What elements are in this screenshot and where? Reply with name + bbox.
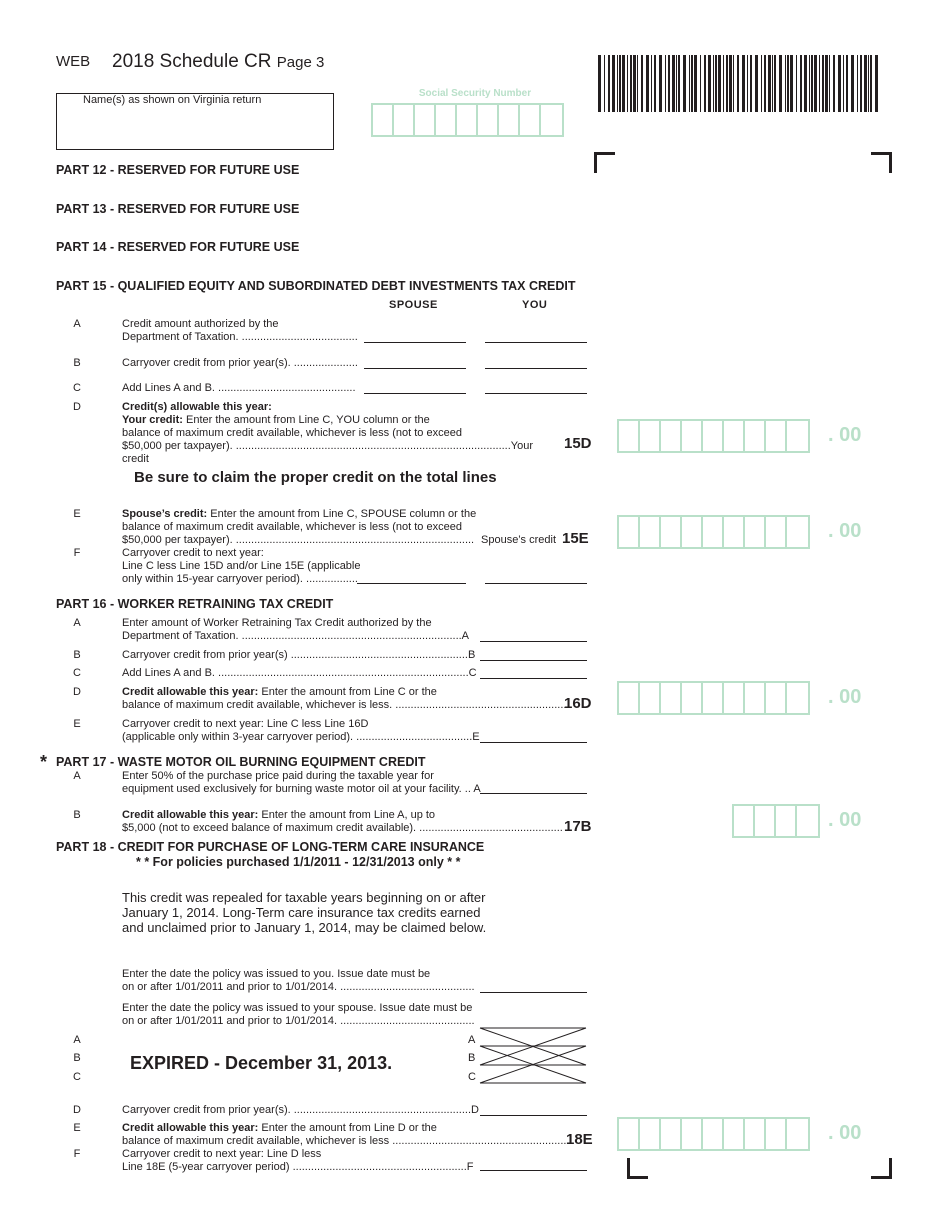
- line-letter: B: [73, 357, 81, 369]
- p15-f-you-input[interactable]: [485, 583, 587, 584]
- p17-a-text1: Enter 50% of the purchase price paid during the taxable year for: [122, 770, 434, 782]
- line-17b-number: 17B: [564, 818, 592, 835]
- p17-a-input[interactable]: [480, 793, 587, 794]
- p15-c-you-input[interactable]: [485, 393, 587, 394]
- barcode-bar: [651, 55, 652, 112]
- barcode-bar: [772, 55, 773, 112]
- col-spouse-header: SPOUSE: [389, 299, 438, 311]
- barcode-bar: [811, 55, 813, 112]
- amount-digit-cell: [797, 806, 818, 836]
- repeal-notice: [122, 890, 486, 935]
- barcode-bar: [825, 55, 828, 112]
- line-15e-number: 15E: [562, 530, 589, 547]
- p17-a-text2: equipment used exclusively for burning waste motor oil at your facility. .. A: [122, 783, 481, 795]
- p16-b-text: Carryover credit from prior year(s) ..........................................................B: [122, 649, 476, 661]
- asterisk-marker: *: [40, 752, 48, 772]
- line-letter: C: [73, 667, 81, 679]
- barcode-bar: [742, 55, 745, 112]
- p15-d-text3: $50,000 per taxpayer). ..........................................................................................Your credit: [122, 440, 534, 465]
- part16-title: PART 16 - WORKER RETRAINING TAX CREDIT: [56, 597, 334, 611]
- ssn-cell: [499, 105, 520, 135]
- barcode-bar: [733, 55, 734, 112]
- p15-line-a-text: [122, 318, 358, 344]
- line-letter: F: [73, 1148, 81, 1160]
- barcode-bar: [779, 55, 782, 112]
- p16-d-text: [122, 686, 566, 712]
- p15-b-spouse-input[interactable]: [364, 368, 466, 369]
- p16-e-input[interactable]: [480, 742, 587, 743]
- barcode-bar: [764, 55, 766, 112]
- repeal-line1: This credit was repealed for taxable years beginning on or after: [122, 890, 486, 905]
- amount-digit-cell: [745, 1119, 766, 1149]
- p16-d-bold: Credit allowable this year:: [122, 686, 259, 698]
- barcode-bar: [633, 55, 636, 112]
- barcode-bar: [617, 55, 618, 112]
- p17-b-bold: Credit allowable this year:: [122, 809, 259, 821]
- amount-digit-cell: [766, 683, 787, 713]
- line-18e-amount-input[interactable]: [617, 1117, 810, 1151]
- ssn-cell: [541, 105, 562, 135]
- amount-digit-cell: [745, 517, 766, 547]
- barcode-bar: [622, 55, 625, 112]
- amount-digit-cell: [755, 806, 776, 836]
- p18-d-input[interactable]: [480, 1115, 587, 1116]
- amount-digit-cell: [745, 421, 766, 451]
- p15-a-text1: Credit amount authorized by the: [122, 318, 279, 330]
- p16-a-text2: Department of Taxation. ........................................................................A: [122, 630, 470, 642]
- p17-a-text: [122, 770, 481, 796]
- line-letter: B: [73, 1052, 81, 1064]
- p18-f-text1: Carryover credit to next year: Line D less: [122, 1148, 322, 1160]
- p15-f-text: [122, 547, 361, 586]
- barcode-bar: [604, 55, 605, 112]
- barcode-bar: [785, 55, 786, 112]
- line-letter: D: [73, 686, 81, 698]
- p18-e-text1: Enter the amount from Line D or the: [261, 1122, 437, 1134]
- barcode-bar: [654, 55, 656, 112]
- amount-digit-cell: [682, 1119, 703, 1149]
- web-label: WEB: [56, 53, 91, 70]
- p15-d-text1: Enter the amount from Line C, YOU column or the: [185, 414, 430, 426]
- barcode-bar: [704, 55, 706, 112]
- barcode-bar: [787, 55, 789, 112]
- barcode-bar: [870, 55, 872, 112]
- barcode-bar: [755, 55, 758, 112]
- ssn-cell: [415, 105, 436, 135]
- line-15d-number: 15D: [564, 435, 592, 452]
- barcode-bar: [800, 55, 802, 112]
- barcode: [598, 55, 882, 112]
- barcode-bar: [804, 55, 807, 112]
- p18-e-bold: Credit allowable this year:: [122, 1122, 259, 1134]
- p15-f-spouse-input[interactable]: [357, 583, 466, 584]
- p18-d-text: Carryover credit from prior year(s). ..........................................................D: [122, 1104, 479, 1116]
- barcode-bar: [860, 55, 862, 112]
- p16-a-text1: Enter amount of Worker Retraining Tax Credit authorized by the: [122, 617, 432, 629]
- p15-b-you-input[interactable]: [485, 368, 587, 369]
- barcode-bar: [708, 55, 711, 112]
- amount-digit-cell: [703, 1119, 724, 1149]
- barcode-bar: [768, 55, 771, 112]
- amount-digit-cell: [787, 421, 808, 451]
- amount-digit-cell: [661, 1119, 682, 1149]
- form-title: [112, 51, 324, 73]
- p15-b-text: Carryover credit from prior year(s). .....................: [122, 357, 358, 369]
- p15-e-text2: balance of maximum credit available, whichever is less (not to exceed: [122, 521, 462, 533]
- p18-e-text: [122, 1122, 566, 1148]
- barcode-bar: [833, 55, 835, 112]
- barcode-bar: [641, 55, 643, 112]
- ssn-cell: [373, 105, 394, 135]
- crossed-out-lines: [478, 1024, 590, 1086]
- line-letter: D: [73, 1104, 81, 1116]
- amount-digit-cell: [640, 517, 661, 547]
- p18-you-date-input[interactable]: [480, 992, 587, 993]
- part12-title: PART 12 - RESERVED FOR FUTURE USE: [56, 163, 300, 177]
- line-letter: A: [73, 1034, 81, 1046]
- barcode-bar: [668, 55, 670, 112]
- line-letter: A: [73, 318, 81, 330]
- barcode-bar: [750, 55, 752, 112]
- line-letter: C: [73, 382, 81, 394]
- barcode-bar: [846, 55, 848, 112]
- barcode-bar: [774, 55, 776, 112]
- barcode-bar: [608, 55, 610, 112]
- spouse-credit-label: Spouse’s credit: [481, 534, 557, 546]
- amount-digit-cell: [682, 683, 703, 713]
- p17-b-text: [122, 809, 563, 835]
- repeal-line2: January 1, 2014. Long-Term care insurance tax credits earned: [122, 905, 481, 920]
- p16-a-input[interactable]: [480, 641, 587, 642]
- amount-digit-cell: [619, 1119, 640, 1149]
- barcode-bar: [715, 55, 717, 112]
- expired-notice: EXPIRED - December 31, 2013.: [130, 1053, 393, 1073]
- p15-f-text2: Line C less Line 15D and/or Line 15E (applicable: [122, 560, 361, 572]
- name-field-label: Name(s) as shown on Virginia return: [83, 94, 262, 106]
- amount-digit-cell: [776, 806, 797, 836]
- barcode-bar: [659, 55, 662, 112]
- amount-digit-cell: [724, 517, 745, 547]
- amount-digit-cell: [619, 421, 640, 451]
- barcode-bar: [857, 55, 858, 112]
- barcode-bar: [822, 55, 824, 112]
- ssn-cell: [436, 105, 457, 135]
- ssn-cell: [478, 105, 499, 135]
- line-letter: E: [73, 1122, 81, 1134]
- cents-label: . 00: [828, 520, 862, 542]
- barcode-bar: [665, 55, 666, 112]
- p18-spouse-date-text: [122, 1002, 475, 1028]
- line-letter: D: [73, 401, 81, 413]
- barcode-bar: [694, 55, 697, 112]
- amount-digit-cell: [661, 517, 682, 547]
- barcode-bar: [689, 55, 690, 112]
- barcode-bar: [598, 55, 601, 112]
- repeal-line3: and unclaimed prior to January 1, 2014, may be claimed below.: [122, 920, 487, 935]
- barcode-bar: [619, 55, 621, 112]
- cents-label: . 00: [828, 686, 862, 708]
- ssn-input[interactable]: [371, 103, 564, 137]
- amount-digit-cell: [724, 421, 745, 451]
- proper-credit-notice: Be sure to claim the proper credit on the total lines: [134, 469, 497, 486]
- part17-title: PART 17 - WASTE MOTOR OIL BURNING EQUIPMENT CREDIT: [56, 755, 426, 769]
- barcode-bar: [796, 55, 797, 112]
- barcode-bar: [809, 55, 810, 112]
- amount-digit-cell: [787, 1119, 808, 1149]
- barcode-bar: [851, 55, 854, 112]
- p15-e-text3: $50,000 per taxpayer). ..............................................................................: [122, 534, 475, 546]
- amount-digit-cell: [703, 421, 724, 451]
- barcode-bar: [819, 55, 820, 112]
- barcode-bar: [612, 55, 615, 112]
- barcode-bar: [814, 55, 817, 112]
- barcode-bar: [726, 55, 728, 112]
- p16-e-text2: (applicable only within 3-year carryover period). ......................................E: [122, 731, 480, 743]
- barcode-bar: [829, 55, 830, 112]
- line-letter: C: [73, 1071, 81, 1083]
- barcode-bar: [875, 55, 878, 112]
- barcode-bar: [864, 55, 867, 112]
- barcode-bar: [672, 55, 675, 112]
- cents-label: . 00: [828, 809, 862, 831]
- col-you-header: YOU: [522, 299, 548, 311]
- p16-b-input[interactable]: [480, 660, 587, 661]
- amount-digit-cell: [619, 683, 640, 713]
- amount-digit-cell: [619, 517, 640, 547]
- p15-c-text: Add Lines A and B. .............................................: [122, 382, 356, 394]
- cents-label: . 00: [828, 424, 862, 446]
- p15-c-spouse-input[interactable]: [364, 393, 466, 394]
- amount-digit-cell: [734, 806, 755, 836]
- amount-digit-cell: [640, 683, 661, 713]
- p18-sp-date1: Enter the date the policy was issued to your spouse. Issue date must be: [122, 1002, 473, 1014]
- p18-you-date1: Enter the date the policy was issued to you. Issue date must be: [122, 968, 431, 980]
- amount-digit-cell: [661, 421, 682, 451]
- barcode-bar: [718, 55, 721, 112]
- p16-e-text1: Carryover credit to next year: Line C less Line 16D: [122, 718, 369, 730]
- p17-b-text2: $5,000 (not to exceed balance of maximum credit available). ...............................................: [122, 822, 563, 834]
- barcode-bar: [723, 55, 724, 112]
- amount-digit-cell: [703, 683, 724, 713]
- barcode-bar: [868, 55, 869, 112]
- p15-a-spouse-input[interactable]: [364, 342, 466, 343]
- registration-mark: [594, 152, 615, 173]
- amount-digit-cell: [640, 421, 661, 451]
- page-number: Page 3: [276, 54, 325, 71]
- p18-you-date-text: [122, 968, 475, 994]
- line-15d-amount-input[interactable]: [617, 419, 810, 453]
- name-field[interactable]: [56, 93, 334, 150]
- line-17b-amount-input[interactable]: [732, 804, 820, 838]
- p16-d-text2: balance of maximum credit available, whichever is less. ........................................................: [122, 699, 567, 711]
- p15-d-text2: balance of maximum credit available, whichever is less (not to exceed: [122, 427, 462, 439]
- cents-label: . 00: [828, 1122, 862, 1144]
- p17-b-text1: Enter the amount from Line A, up to: [261, 809, 436, 821]
- part13-title: PART 13 - RESERVED FOR FUTURE USE: [56, 202, 300, 216]
- p16-c-text: Add Lines A and B. ..................................................................................C: [122, 667, 477, 679]
- barcode-bar: [843, 55, 844, 112]
- p18-you-date2: on or after 1/01/2011 and prior to 1/01/2014. ............................................: [122, 981, 475, 993]
- line-letter: E: [73, 508, 81, 520]
- barcode-bar: [700, 55, 701, 112]
- line-16d-number: 16D: [564, 695, 592, 712]
- barcode-bar: [729, 55, 732, 112]
- barcode-bar: [713, 55, 714, 112]
- p15-f-text3: only within 15-year carryover period). .................: [122, 573, 358, 585]
- amount-digit-cell: [682, 421, 703, 451]
- barcode-bar: [790, 55, 793, 112]
- amount-digit-cell: [766, 1119, 787, 1149]
- barcode-bar: [683, 55, 686, 112]
- p15-e-text1: Enter the amount from Line C, SPOUSE column or the: [210, 508, 477, 520]
- barcode-bar: [630, 55, 632, 112]
- amount-digit-cell: [724, 1119, 745, 1149]
- part14-title: PART 14 - RESERVED FOR FUTURE USE: [56, 240, 300, 254]
- part18-subtitle: * * For policies purchased 1/1/2011 - 12/31/2013 only * *: [136, 855, 461, 869]
- amount-digit-cell: [724, 683, 745, 713]
- registration-mark: [627, 1158, 648, 1179]
- barcode-bar: [627, 55, 628, 112]
- p15-e-bold: Spouse’s credit:: [122, 508, 208, 520]
- p18-c-label: C: [468, 1071, 476, 1083]
- part18-title: PART 18 - CREDIT FOR PURCHASE OF LONG-TERM CARE INSURANCE: [56, 840, 485, 854]
- amount-digit-cell: [640, 1119, 661, 1149]
- line-18e-number: 18E: [566, 1131, 593, 1148]
- form-title-text: 2018 Schedule CR: [112, 51, 272, 72]
- amount-digit-cell: [682, 517, 703, 547]
- p18-e-text2: balance of maximum credit available, whichever is less .........................................................: [122, 1135, 567, 1147]
- line-15e-amount-input[interactable]: [617, 515, 810, 549]
- p18-f-text2: Line 18E (5-year carryover period) .........................................................F: [122, 1161, 474, 1173]
- p18-b-label: B: [468, 1052, 476, 1064]
- amount-digit-cell: [745, 683, 766, 713]
- p16-d-text1: Enter the amount from Line C or the: [261, 686, 437, 698]
- amount-digit-cell: [703, 517, 724, 547]
- ssn-cell: [520, 105, 541, 135]
- line-letter: B: [73, 649, 81, 661]
- p18-f-text: [122, 1148, 474, 1174]
- line-letter: E: [73, 718, 81, 730]
- p15-e-text: [122, 508, 482, 547]
- p18-f-input[interactable]: [480, 1170, 587, 1171]
- ssn-label: Social Security Number: [418, 88, 532, 99]
- barcode-bar: [838, 55, 841, 112]
- p18-sp-date2: on or after 1/01/2011 and prior to 1/01/2014. ............................................: [122, 1015, 475, 1027]
- line-letter: A: [73, 617, 81, 629]
- registration-mark: [871, 1158, 892, 1179]
- line-16d-amount-input[interactable]: [617, 681, 810, 715]
- p15-d-you-bold: Your credit:: [122, 414, 183, 426]
- amount-digit-cell: [766, 421, 787, 451]
- barcode-bar: [747, 55, 748, 112]
- barcode-bar: [691, 55, 693, 112]
- amount-digit-cell: [787, 517, 808, 547]
- p16-c-input[interactable]: [480, 678, 587, 679]
- barcode-bar: [678, 55, 680, 112]
- amount-digit-cell: [661, 683, 682, 713]
- barcode-bar: [737, 55, 739, 112]
- registration-mark: [871, 152, 892, 173]
- barcode-bar: [637, 55, 638, 112]
- part15-title: PART 15 - QUALIFIED EQUITY AND SUBORDINATED DEBT INVESTMENTS TAX CREDIT: [56, 279, 576, 293]
- barcode-bar: [646, 55, 649, 112]
- line-letter: A: [73, 770, 81, 782]
- barcode-bar: [761, 55, 762, 112]
- amount-digit-cell: [787, 683, 808, 713]
- p15-d-text: [122, 401, 562, 466]
- p15-f-text1: Carryover credit to next year:: [122, 547, 264, 559]
- line-letter: B: [73, 809, 81, 821]
- p15-a-you-input[interactable]: [485, 342, 587, 343]
- amount-digit-cell: [766, 517, 787, 547]
- p18-a-label: A: [468, 1034, 476, 1046]
- line-letter: F: [73, 547, 81, 559]
- p15-d-bold: Credit(s) allowable this year:: [122, 401, 272, 413]
- ssn-cell: [457, 105, 478, 135]
- ssn-cell: [394, 105, 415, 135]
- barcode-bar: [676, 55, 677, 112]
- p16-e-text: [122, 718, 480, 744]
- p16-a-text: [122, 617, 469, 643]
- p15-a-text2: Department of Taxation. ......................................: [122, 331, 358, 343]
